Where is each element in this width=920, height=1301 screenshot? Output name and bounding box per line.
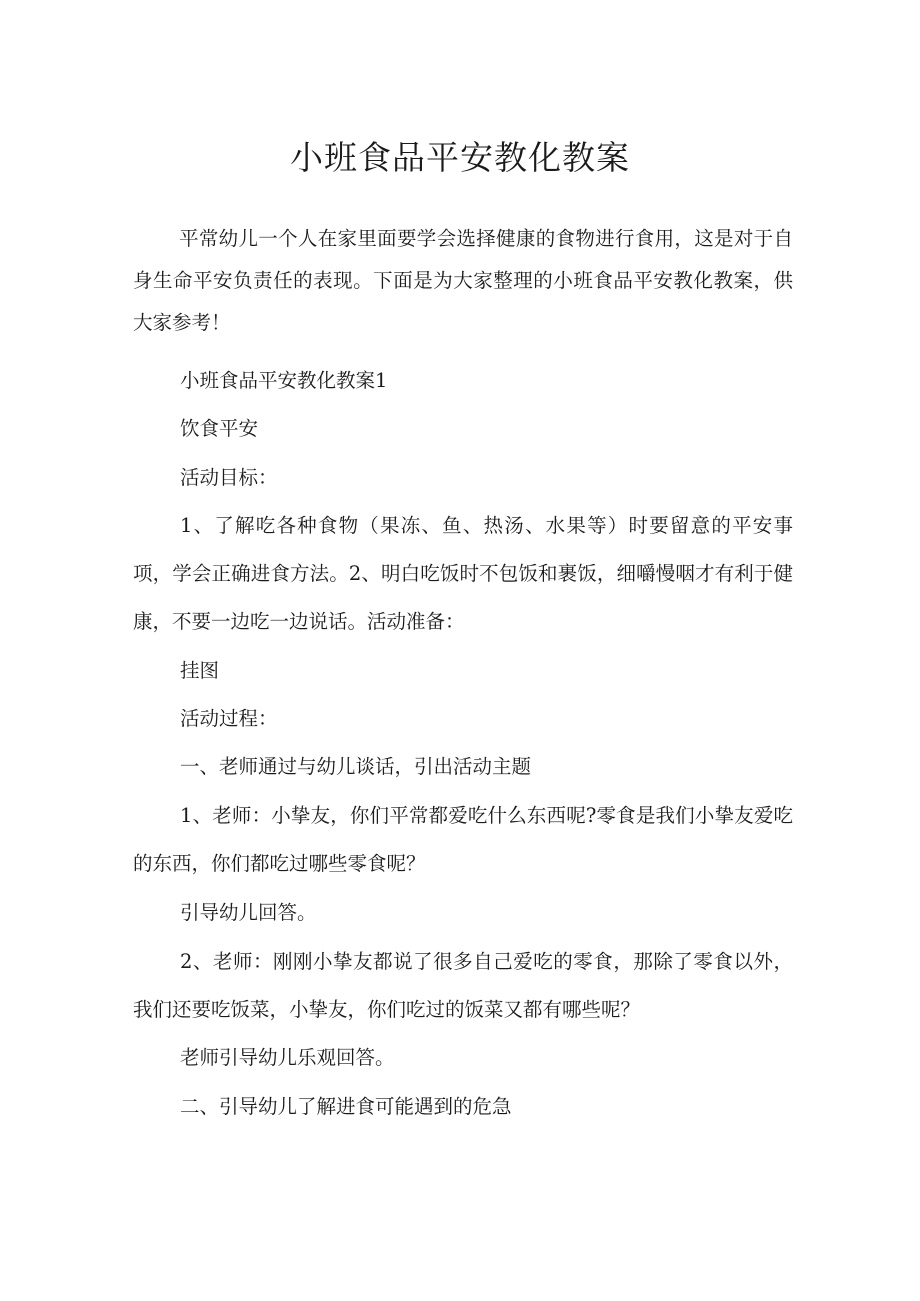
goals-paragraph: 1、了解吃各种食物（果冻、鱼、热汤、水果等）时要留意的平安事项，学会正确进食方法。2、明白吃饭时不包饭和裹饭，细嚼慢咽才有利于健康，不要一边吃一边说话。活动准备： [133, 514, 793, 633]
intro-paragraph: 平常幼儿一个人在家里面要学会选择健康的食物进行食用，这是对于自身生命平安负责任的表现。下面是为大家整理的小班食品平安教化教案，供大家参考！ [133, 227, 793, 334]
step1-title: 一、老师通过与幼儿谈话，引出活动主题 [180, 755, 532, 778]
step1-answer-2: 老师引导幼儿乐观回答。 [180, 1046, 395, 1069]
step2-title: 二、引导幼儿了解进食可能遇到的危急 [180, 1095, 512, 1118]
step1-question-2: 2、老师：刚刚小挚友都说了很多自己爱吃的零食，那除了零食以外，我们还要吃饭菜，小挚友，你们吃过的饭菜又都有哪些呢？ [133, 950, 793, 1021]
step1-answer-1: 引导幼儿回答。 [180, 901, 317, 924]
goals-label: 活动目标： [180, 466, 278, 489]
lesson-title: 饮食平安 [180, 417, 259, 440]
preparation-text: 挂图 [180, 659, 220, 682]
step1-question-1: 1、老师：小挚友，你们平常都爱吃什么东西呢?零食是我们小挚友爱吃的东西，你们都吃过哪些零食呢？ [133, 804, 793, 875]
process-label: 活动过程： [180, 707, 278, 730]
document-title: 小班食品平安教化教案 [290, 138, 630, 177]
section-heading: 小班食品平安教化教案1 [180, 369, 388, 392]
